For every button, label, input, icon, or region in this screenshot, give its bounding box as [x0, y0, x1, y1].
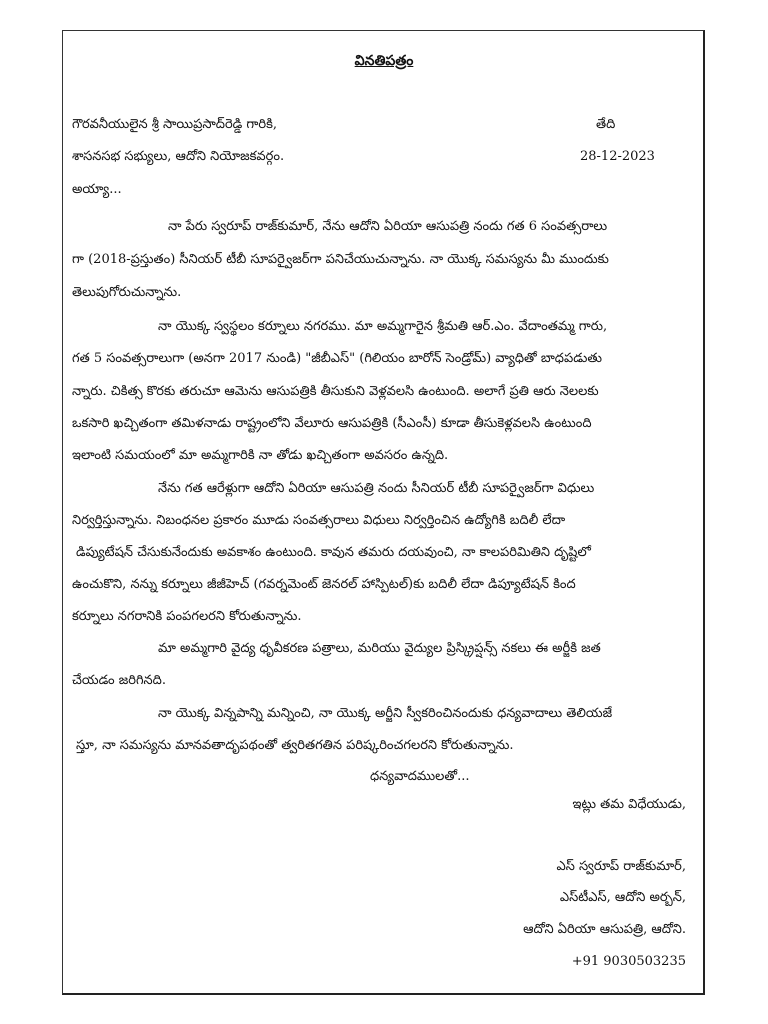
sender-name: ఎస్ స్వరూప్ రాజ్‌కుమార్, [556, 859, 686, 874]
recipient-line-1: గౌరవనీయులైన శ్రీ సాయిప్రసాద్‌రెడ్డి గారికి, [72, 117, 278, 132]
recipient-line-2: శాసనసభ సభ్యులు, ఆదోని నియోజకవర్గం. [72, 149, 285, 164]
date-value: 28-12-2023 [580, 149, 655, 164]
body-line: నా పేరు స్వరూప్ రాజ్‌కుమార్, నేను ఆదోని ఏరియా ఆసుపత్రి నందు గత 6 సంవత్సరాలు [168, 219, 608, 234]
body-line: స్తూ, నా సమస్యను మానవతాదృపథంతో త్వరితగతిన పరిష్కరించగలరని కోరుతున్నాను. [76, 738, 514, 753]
letter-title: వినతిపత్రం [354, 53, 414, 69]
body-line: మా అమ్మగారి వైద్య ధృవీకరణ పత్రాలు, మరియు వైద్యుల ప్రిస్క్రిప్షన్స్ నకలు ఈ అర్జీకి జత [158, 641, 601, 656]
body-line: కర్నూలు నగరానికి పంపగలరని కోరుతున్నాను. [72, 609, 302, 624]
date-label: తేది [596, 117, 616, 132]
body-line: నా యొక్క విన్నపాన్ని మన్నించి, నా యొక్క అర్జీని స్వీకరించినందుకు ధన్యవాదాలు తెలియజే [158, 706, 613, 721]
body-line: చేయడం జరిగినది. [72, 673, 166, 688]
body-line: ఉంచుకొని, నన్ను కర్నూలు జీజీహెచ్ (గవర్నమెంట్ జెనరల్ హాస్పిటల్)కు బదిలీ లేదా డిప్యూటేషన్ కింద [72, 577, 576, 592]
body-line: న్నారు. చికిత్స కొరకు తరుచూ ఆమెను ఆసుపత్రికి తీసుకుని వెళ్లవలసి ఉంటుంది. అలాగే ప్రతి ఆరు నెలలకు [72, 384, 599, 399]
body-line: గా (2018-ప్రస్తుతం) సీనియర్ టీబీ సూపర్వైజర్‌గా పనిచేయుచున్నాను. నా యొక్క సమస్యను మీ ముందుకు [72, 252, 609, 267]
body-line: ఒకసారి ఖచ్చితంగా తమిళనాడు రాష్ట్రంలోని వేలూరు ఆసుపత్రికి (సీఎంసీ) కూడా తీసుకెళ్లవలసి ఉంటుంది [72, 416, 592, 431]
body-line: తెలుపుగోరుచున్నాను. [72, 285, 182, 300]
signoff: ఇట్లు తమ విధేయుడు, [572, 797, 686, 812]
sender-phone: +91 9030503235 [571, 954, 686, 969]
body-line: ఇలాంటి సమయంలో మా అమ్మగారికి నా తోడు ఖచ్చితంగా అవసరం ఉన్నది. [72, 448, 449, 463]
body-line: గత 5 సంవత్సరాలుగా (అనగా 2017 నుండి) "జీబీఎస్" (గిలియం బారోన్ సెండ్రోమ్) వ్యాధితో బాధపడుతు [72, 351, 602, 366]
body-line: డిప్యుటేషన్ చేసుకునేందుకు అవకాశం ఉంటుంది. కావున తమరు దయవుంచి, నా కాలపరిమితిని దృష్టిలో [76, 545, 591, 560]
body-line: నా యొక్క స్వస్థలం కర్నూలు నగరము. మా అమ్మగారైన శ్రీమతి ఆర్.ఎం. వేదాంతమ్మ గారు, [158, 319, 608, 334]
salutation: అయ్యా... [72, 182, 122, 197]
sender-office: ఆదోని ఏరియా ఆసుపత్రి, ఆదోని. [523, 922, 686, 937]
closing: ధన్యవాదములతో... [370, 769, 470, 784]
body-line: నేను గత ఆరేళ్లుగా ఆదోని ఏరియా ఆసుపత్రి నందు సీనియర్ టీబీ సూపర్వైజర్‌గా విధులు [158, 481, 595, 496]
sender-designation: ఎస్‌టీఎస్, ఆదోని అర్బన్, [559, 890, 686, 905]
body-line: నిర్వర్తిస్తున్నాను. నిబంధనల ప్రకారం మూడు సంవత్సరాలు విధులు నిర్వర్తించిన ఉద్యోగికి బదిలీ లేదా [72, 513, 566, 528]
